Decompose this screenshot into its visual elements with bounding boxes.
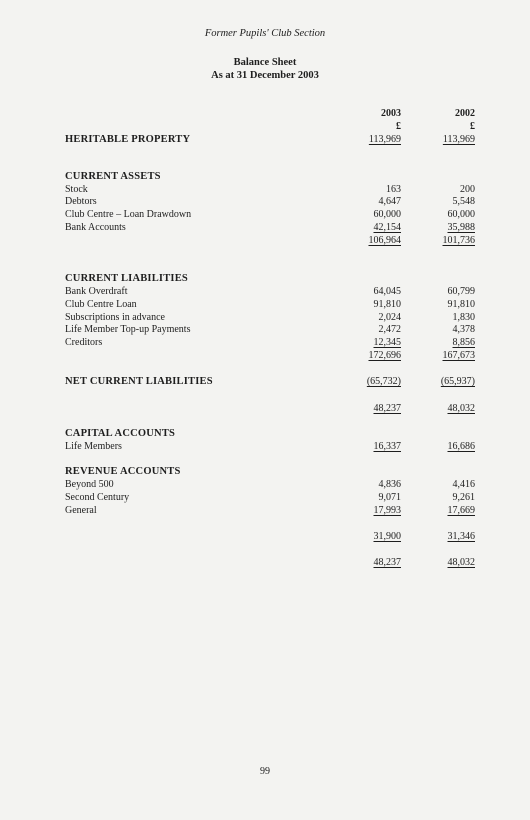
asset-value-2002: 200 — [460, 184, 475, 195]
net-assets-2003: 48,237 — [373, 403, 401, 414]
asset-value-2003: 42,154 — [373, 222, 401, 233]
liability-value-2002: 1,830 — [452, 312, 475, 323]
liability-value-2003: 91,810 — [373, 299, 401, 310]
revenue-account-value-2003: 4,836 — [378, 479, 401, 490]
liability-value-2002: 91,810 — [447, 299, 475, 310]
revenue-account-value-2003: 17,993 — [373, 505, 401, 516]
asset-value-2002: 35,988 — [447, 222, 475, 233]
column-currency-2002: £ — [470, 121, 475, 132]
column-year-2003: 2003 — [381, 108, 401, 119]
liability-label: Club Centre Loan — [65, 299, 137, 310]
asset-label: Club Centre – Loan Drawdown — [65, 209, 192, 220]
revenue-account-label: Beyond 500 — [65, 479, 114, 490]
revenue-accounts-subtotal-2003: 31,900 — [373, 531, 401, 542]
heritable-property-2003: 113,969 — [368, 134, 401, 145]
net-assets-2002: 48,032 — [447, 403, 475, 414]
column-currency-2003: £ — [396, 121, 401, 132]
asset-value-2003: 163 — [386, 184, 401, 195]
column-year-2002: 2002 — [455, 108, 475, 119]
asset-value-2003: 60,000 — [373, 209, 401, 220]
revenue-account-label: General — [65, 505, 97, 516]
revenue-account-value-2002: 9,261 — [452, 492, 475, 503]
revenue-account-value-2003: 9,071 — [378, 492, 401, 503]
capital-account-label: Life Members — [65, 441, 122, 452]
liability-value-2003: 64,045 — [373, 286, 401, 297]
liability-value-2003: 2,472 — [378, 324, 401, 335]
liability-value-2003: 12,345 — [373, 337, 401, 348]
revenue-accounts-subtotal-2002: 31,346 — [447, 531, 475, 542]
section-title: Former Pupils' Club Section — [204, 28, 326, 39]
capital-account-value-2002: 16,686 — [447, 441, 475, 452]
liability-value-2002: 8,856 — [452, 337, 475, 348]
asset-value-2002: 60,000 — [447, 209, 475, 220]
net-current-liabilities-label: NET CURRENT LIABILITIES — [65, 376, 213, 387]
asset-label: Stock — [65, 184, 88, 195]
page-title: Balance Sheet — [233, 57, 297, 68]
liability-label: Life Member Top-up Payments — [65, 324, 191, 335]
revenue-account-value-2002: 17,669 — [447, 505, 475, 516]
net-current-liabilities-2002: (65,937) — [440, 376, 475, 387]
capital-account-value-2003: 16,337 — [373, 441, 401, 452]
net-current-liabilities-2003: (65,732) — [366, 376, 401, 387]
current-assets-total-2002: 101,736 — [442, 235, 475, 246]
liability-label: Creditors — [65, 337, 103, 348]
liability-label: Subscriptions in advance — [65, 312, 165, 323]
current-assets-heading: CURRENT ASSETS — [65, 171, 161, 182]
funds-total-2002: 48,032 — [447, 557, 475, 568]
heritable-property-label: HERITABLE PROPERTY — [65, 134, 191, 145]
current-liabilities-total-2003: 172,696 — [368, 350, 401, 361]
liability-label: Bank Overdraft — [65, 286, 128, 297]
page-number: 99 — [260, 766, 270, 777]
asset-value-2003: 4,647 — [378, 196, 401, 207]
page-subtitle: As at 31 December 2003 — [211, 70, 319, 81]
current-liabilities-total-2002: 167,673 — [442, 350, 475, 361]
revenue-accounts-heading: REVENUE ACCOUNTS — [65, 466, 181, 477]
asset-label: Debtors — [65, 196, 97, 207]
revenue-account-label: Second Century — [65, 492, 130, 503]
liability-value-2002: 60,799 — [447, 286, 475, 297]
liability-value-2003: 2,024 — [378, 312, 401, 323]
asset-label: Bank Accounts — [65, 222, 126, 233]
liability-value-2002: 4,378 — [452, 324, 475, 335]
funds-total-2003: 48,237 — [373, 557, 401, 568]
revenue-account-value-2002: 4,416 — [452, 479, 475, 490]
asset-value-2002: 5,548 — [452, 196, 475, 207]
capital-accounts-heading: CAPITAL ACCOUNTS — [65, 428, 176, 439]
current-assets-total-2003: 106,964 — [368, 235, 401, 246]
heritable-property-2002: 113,969 — [442, 134, 475, 145]
current-liabilities-heading: CURRENT LIABILITIES — [65, 273, 188, 284]
